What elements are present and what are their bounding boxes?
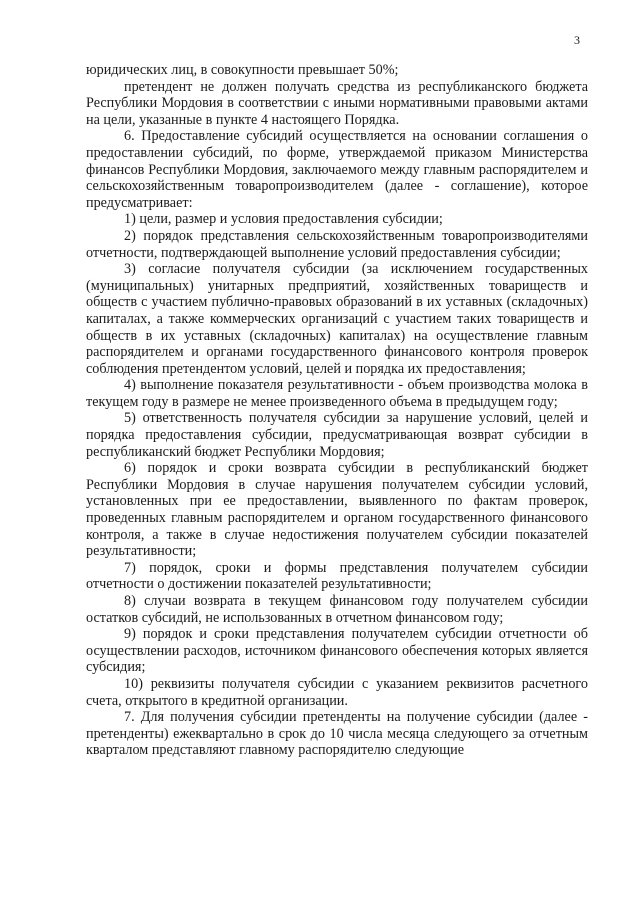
paragraph-legal-entities-share: юридических лиц, в совокупности превышает 50%; xyxy=(86,62,399,78)
document-body xyxy=(86,62,588,759)
list-item-5: 5) ответственность получателя субсидии за нарушение условий, целей и порядка предоставления субсидии, предусматривающая возврат субсидии в республиканский бюджет Республики Мордовия; xyxy=(86,410,588,460)
list-item-7: 7) порядок, сроки и формы представления получателем субсидии отчетности о достижении показателей результативности; xyxy=(86,559,588,593)
list-item-4: 4) выполнение показателя результативности - объем производства молока в текущем году в размере не менее произведенного объема в предыдущем году; xyxy=(86,377,588,410)
list-item-3: 3) согласие получателя субсидии (за исключением государственных (муниципальных) унитарных предприятий, хозяйственных товариществ и обществ с участием публично-правовых образований в их уставных (складочных) капиталах, а также коммерческих организаций с участием таких товариществ и обществ в их уставных (складочных) капиталах) на осуществление главным распорядителем и органами государственного финансового контроля проверок соблюдения претендентом условий, целей и порядка их предоставления; xyxy=(86,261,588,377)
list-item-10: 10) реквизиты получателя субсидии с указанием реквизитов расчетного счета, открытого в кредитной организации. xyxy=(86,675,588,709)
list-item-6: 6) порядок и сроки возврата субсидии в республиканский бюджет Республики Мордовия в случае нарушения получателем субсидии условий, установленных при ее предоставлении, выявленного по фактам проверок, проведенных главным распорядителем и органом государственного финансового контроля, а также в случае недостижения получателем субсидии показателей результативности; xyxy=(86,460,588,560)
paragraph-section-7: 7. Для получения субсидии претенденты на получение субсидии (далее - претенденты) ежеквартально в срок до 10 числа месяца следующего за отчетным кварталом представляют главному распорядителю следующие xyxy=(86,709,588,759)
list-item-9: 9) порядок и сроки представления получателем субсидии отчетности об осуществлении расходов, источником финансового обеспечения которых является субсидия; xyxy=(86,626,588,676)
paragraph-section-6: 6. Предоставление субсидий осуществляется на основании соглашения о предоставлении субсидий, по форме, утверждаемой приказом Министерства финансов Республики Мордовия, заключаемого между главным распорядителем и сельскохозяйственным товаропроизводителем (далее - соглашение), которое предусматривает: xyxy=(86,128,588,211)
page-number: 3 xyxy=(574,33,580,47)
list-item-2: 2) порядок представления сельскохозяйственным товаропроизводителями отчетности, подтверждающей выполнение условий предоставления субсидии; xyxy=(86,227,588,261)
paragraph-no-other-funding: претендент не должен получать средства из республиканского бюджета Республики Мордовия в соответствии с иными нормативными правовыми актами на цели, указанные в пункте 4 настоящего Порядка. xyxy=(86,78,588,128)
list-item-1: 1) цели, размер и условия предоставления субсидии; xyxy=(124,211,443,228)
list-item-8: 8) случаи возврата в текущем финансовом году получателем субсидии остатков субсидий, не использованных в отчетном финансовом году; xyxy=(86,593,588,626)
